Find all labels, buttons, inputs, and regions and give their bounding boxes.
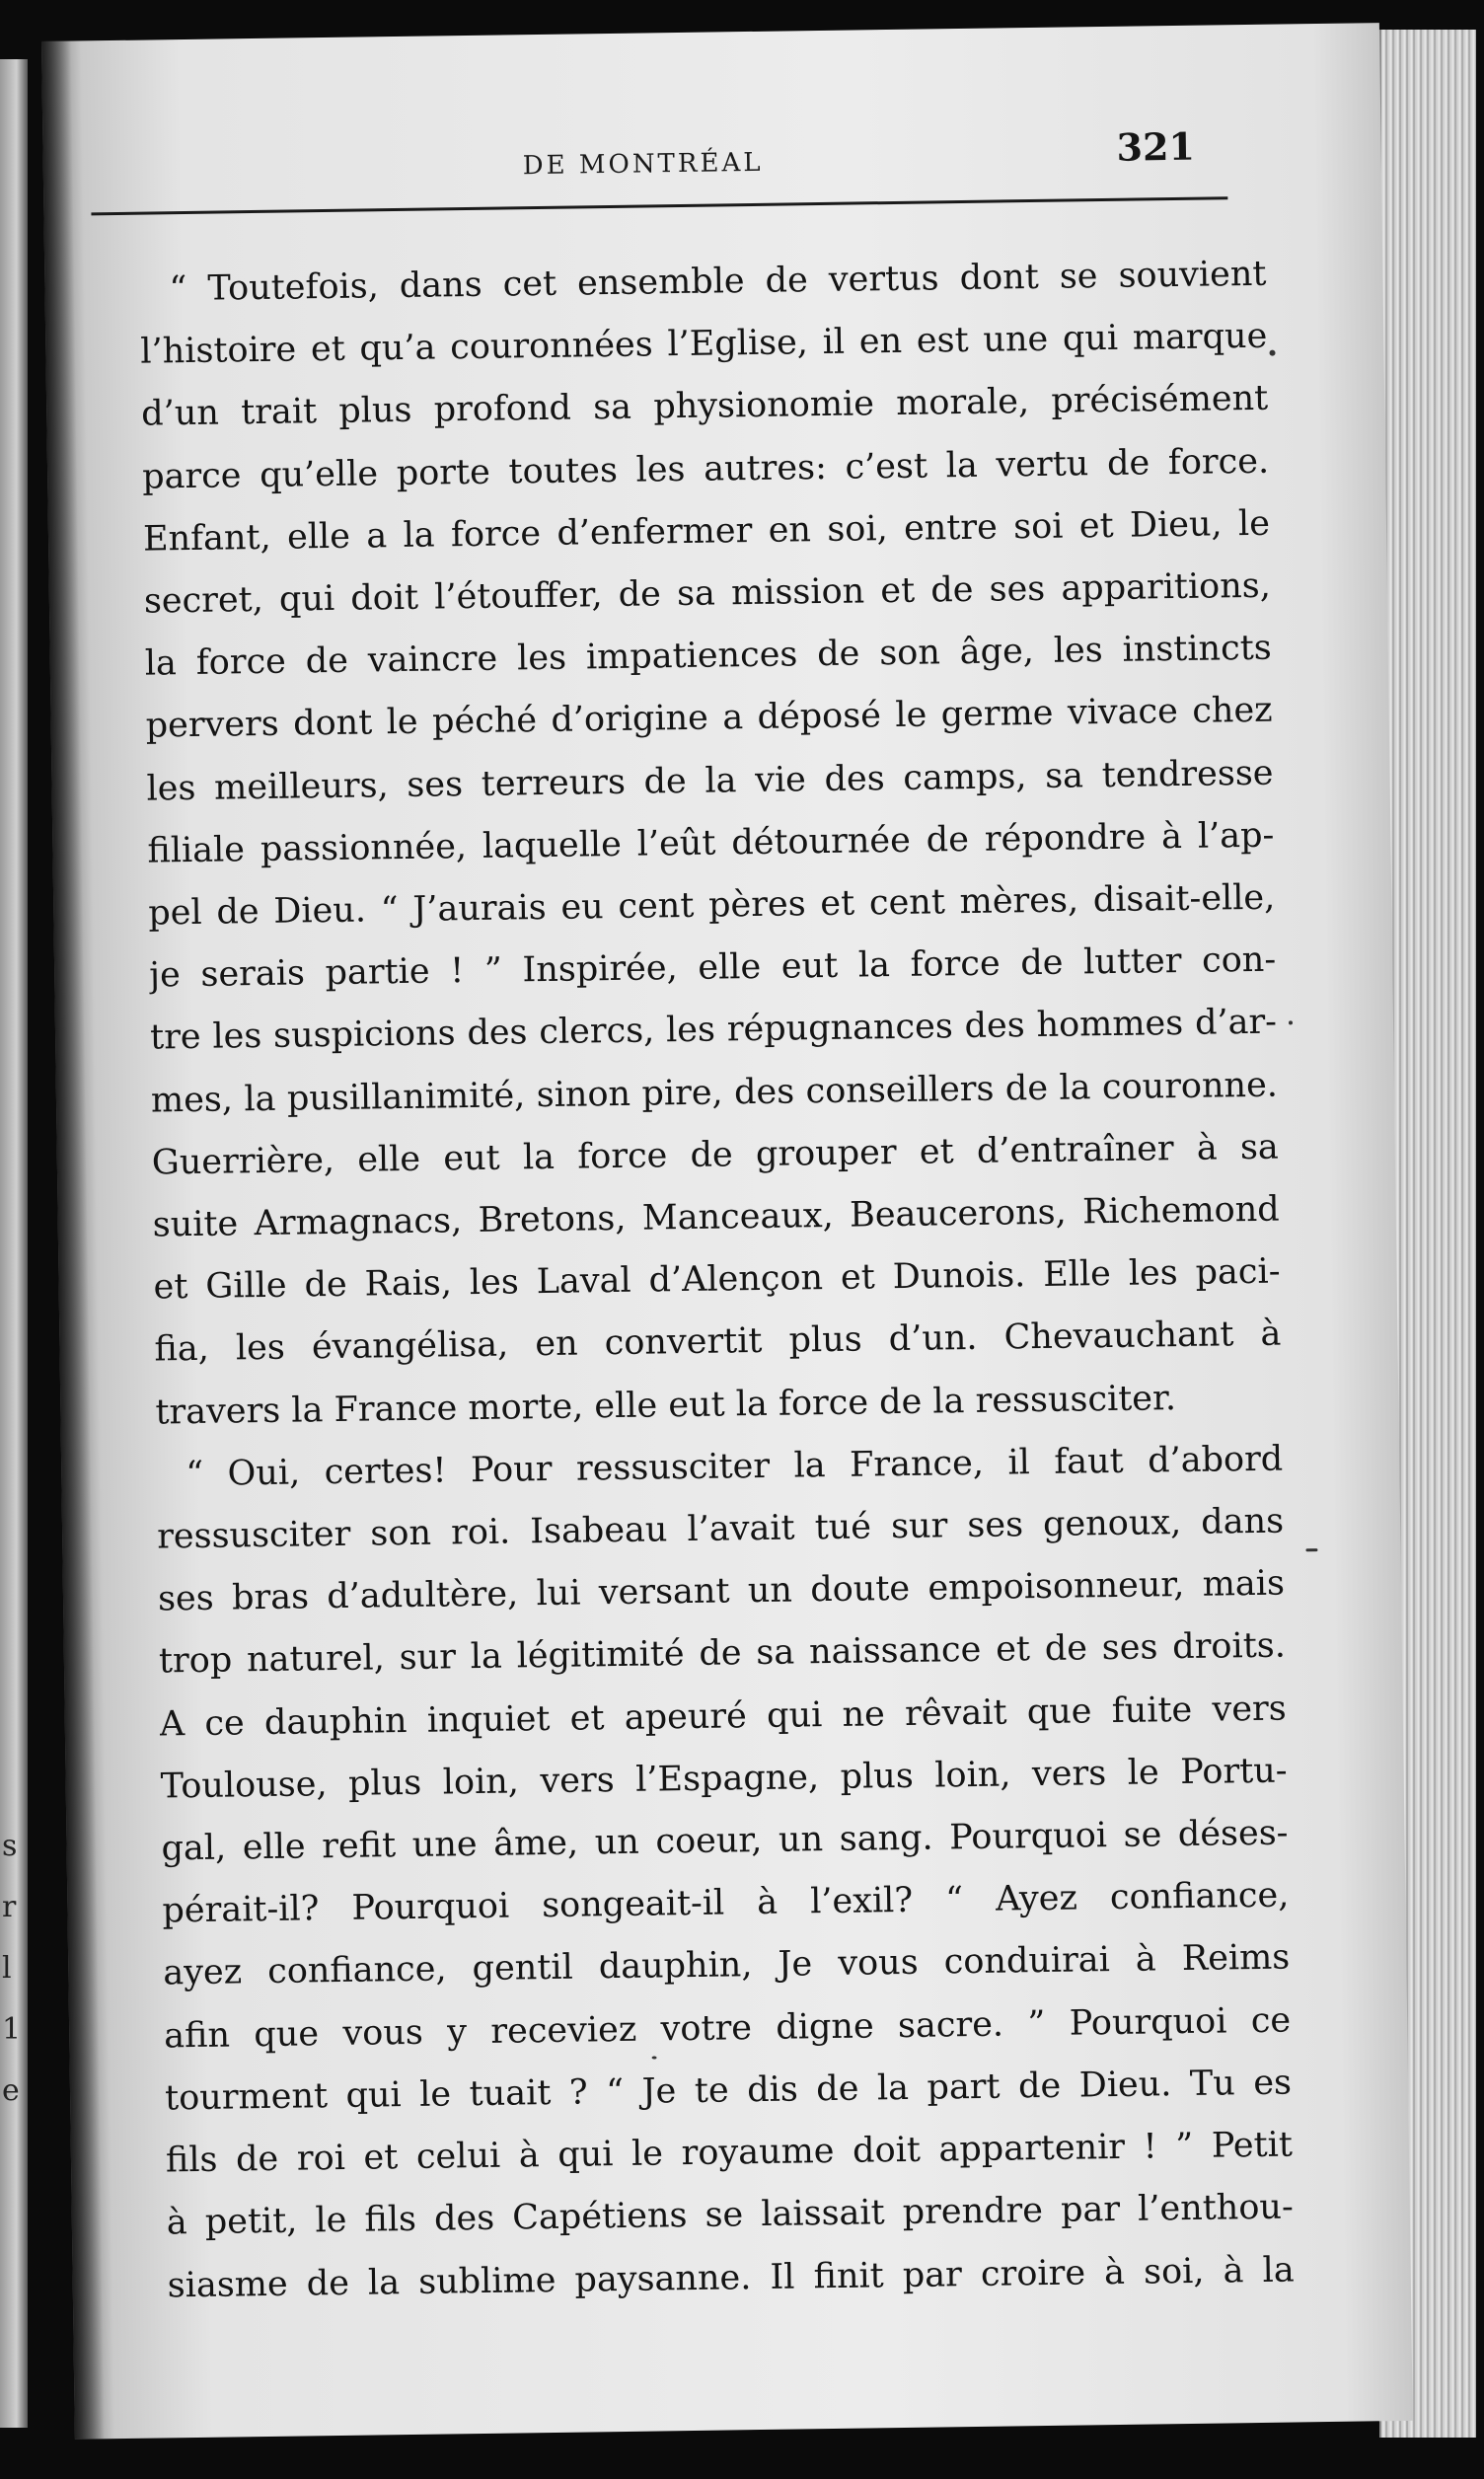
text-line: parce qu’elle porte toutes les autres: c’est la vertu de force. [141,441,1270,497]
print-speck [1269,350,1275,356]
text-line: pel de Dieu. “ J’aurais eu cent pères et cent mères, disait-elle, [148,877,1276,934]
text-line: tre les suspicions des clercs, les répugnances des hommes d’ar- [149,1003,1278,1058]
book-page [41,23,1413,2440]
text-line: A ce dauphin inquiet et apeuré qui ne rêvait que fuite vers [159,1689,1287,1745]
print-speck [1289,1020,1293,1024]
running-head: DE MONTRÉAL [522,147,764,182]
text-line: fils de roi et celui à qui le royaume doit appartenir ! ” Petit [165,2125,1294,2181]
text-line: Toulouse, plus loin, vers l’Espagne, plus loin, vers le Portu- [160,1751,1288,1807]
text-line: Enfant, elle a la force d’enfermer en soi, entre soi et Dieu, le [142,503,1271,560]
text-line: travers la France morte, elle eut la force de la ressusciter. [155,1378,1177,1433]
previous-page-marks [2,1816,22,2122]
previous-page-edge [0,59,28,2428]
text-line: “ Toutefois, dans cet ensemble de vertus dont se souvient [169,254,1267,310]
text-line: secret, qui doit l’étouffer, de sa mission et de ses apparitions, [143,565,1272,622]
text-line: gal, elle refit une âme, un coeur, un sang. Pourquoi se déses- [161,1813,1289,1869]
text-line: Guerrière, elle eut la force de grouper et d’entraîner à sa [151,1127,1280,1183]
text-line: ayez confiance, gentil dauphin, Je vous conduirai à Reims [163,1938,1291,1993]
text-line: la force de vaincre les impatiences de son âge, les instincts [144,628,1272,684]
text-line: siasme de la sublime paysanne. Il finit par croire à soi, à la [167,2249,1295,2305]
previous-page-mark: l [2,1951,12,1986]
text-line: suite Armagnacs, Bretons, Manceaux, Beaucerons, Richemond [152,1189,1280,1245]
text-line: trop naturel, sur la légitimité de sa naissance et de ses droits. [158,1626,1287,1682]
text-line: à petit, le fils des Capétiens se laissait prendre par l’enthou- [166,2187,1295,2243]
text-line: l’histoire et qu’a couronnées l’Eglise, il en est une qui marque [140,316,1268,372]
spine-shadow [41,41,105,2440]
previous-page-mark: s [2,1829,18,1863]
print-speck [1305,1548,1317,1551]
text-line: afin que vous y receviez votre digne sacre. ” Pourquoi ce [163,2000,1292,2057]
text-line: mes, la pusillanimité, sinon pire, des conseillers de la couronne. [150,1065,1279,1121]
text-line: pérait-il? Pourquoi songeait-il à l’exil? “ Ayez confiance, [162,1875,1290,1931]
text-line: filiale passionnée, laquelle l’eût détournée de répondre à l’ap- [147,815,1275,871]
body-text [139,244,1295,2317]
text-line: pervers dont le péché d’origine a déposé le germe vivace chez [145,691,1273,747]
text-line: ses bras d’adultère, lui versant un doute empoisonneur, mais [157,1563,1286,1619]
previous-page-mark: r [2,1890,17,1924]
text-line: d’un trait plus profond sa physionomie morale, précisément [141,379,1269,435]
print-speck [652,2056,657,2059]
text-line: les meilleurs, ses terreurs de la vie des camps, sa tendresse [146,753,1274,809]
previous-page-mark: e [2,2073,20,2108]
text-line: ressusciter son roi. Isabeau l’avait tué sur ses genoux, dans [156,1501,1285,1557]
text-line: fia, les évangélisa, en convertit plus d’un. Chevauchant à [154,1315,1282,1370]
text-line: je serais partie ! ” Inspirée, elle eut la force de lutter con- [148,939,1277,996]
text-line: “ Oui, certes! Pour ressusciter la France, il faut d’abord [186,1439,1284,1494]
text-line: tourment qui le tuait ? “ Je te dis de la part de Dieu. Tu es [164,2063,1293,2119]
page-number: 321 [1116,123,1196,170]
previous-page-mark: 1 [2,2012,22,2047]
header-rule [91,196,1227,215]
text-line: et Gille de Rais, les Laval d’Alençon et Dunois. Elle les paci- [153,1251,1281,1308]
